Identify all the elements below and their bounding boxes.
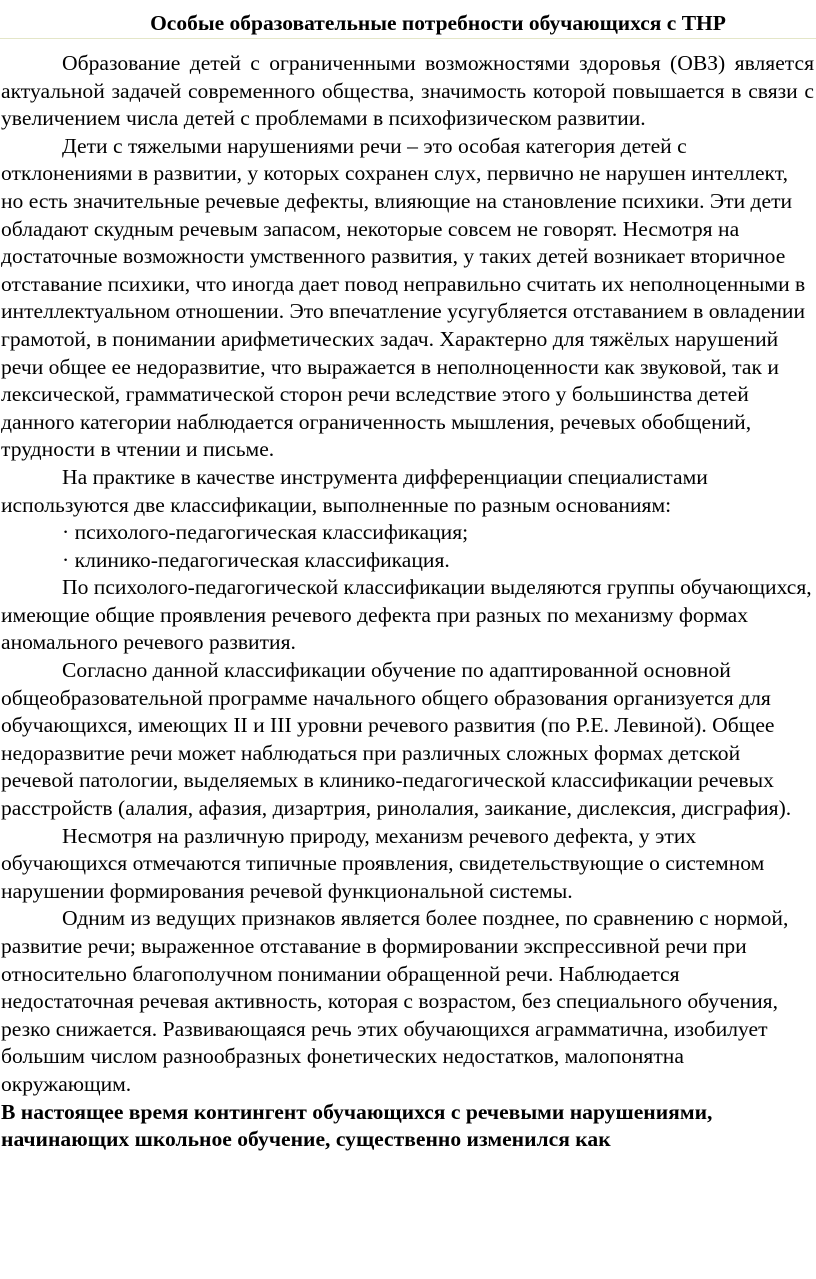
document-body: [1, 50, 814, 1154]
list-item-clinical-ped-classification: · клинико-педагогическая классификация.: [62, 547, 450, 572]
title-divider: [0, 38, 816, 39]
paragraph-psych-ped-groups: По психолого-педагогической классификации выделяются группы обучающихся, имеющие общие проявления речевого дефекта при разных по механизму формах аномального речевого развития.: [1, 575, 812, 655]
paragraph-program-levels: Согласно данной классификации обучение по адаптированной основной общеобразовательной программе начального общего образования организуется для обучающихся, имеющих II и III уровни речевого развития (по Р.Е. Левиной). Общее недоразвитие речи может наблюдаться при различных сложных формах детской речевой патологии, выделяемых в клинико-педагогической классификации речевых расстройств (алалия, афазия, дизартрия, ринолалия, заикание, дислексия, дисграфия).: [1, 658, 792, 821]
paragraph-classifications-intro: На практике в качестве инструмента дифференциации специалистами используются две классификации, выполненные по разным основаниям:: [1, 464, 708, 517]
paragraph-leading-signs: Одним из ведущих признаков является более позднее, по сравнению с нормой, развитие речи; выраженное отставание в формировании экспрессивной речи при относительно благополучном понимании обращенной речи. Наблюдается недостаточная речевая активность, которая с возрастом, без специального обучения, резко снижается. Развивающаяся речь этих обучающихся аграмматична, изобилует большим числом разнообразных фонетических недостатков, малопонятна окружающим.: [1, 906, 789, 1096]
list-item-psych-ped-classification: · психолого-педагогическая классификация;: [62, 520, 469, 545]
document-title: Особые образовательные потребности обучающихся с ТНР: [150, 11, 726, 35]
paragraph-ovz-education: Образование детей с ограниченными возможностями здоровья (ОВЗ) является актуальной задачей современного общества, значимость которой повышается в связи с увеличением числа детей с проблемами в психофизическом развитии.: [1, 51, 814, 131]
paragraph-typical-manifestations: Несмотря на различную природу, механизм речевого дефекта, у этих обучающихся отмечаются типичные проявления, свидетельствующие о системном нарушении формирования речевой функциональной системы.: [1, 823, 765, 903]
paragraph-tnr-children: Дети с тяжелыми нарушениями речи – это особая категория детей с отклонениями в развитии, у которых сохранен слух, первично не нарушен интеллект, но есть значительные речевые дефекты, влияющие на становление психики. Эти дети обладают скудным речевым запасом, некоторые совсем не говорят. Несмотря на достаточные возможности умственного развития, у таких детей возникает вторичное отставание психики, что иногда дает повод неправильно считать их неполноценными в интеллектуальном отношении. Это впечатление усугубляется отставанием в овладении грамотой, в понимании арифметических задач. Характерно для тяжёлых нарушений речи общее ее недоразвитие, что выражается в неполноценности как звуковой, так и лексической, грамматической сторон речи вследствие этого у большинства детей данного категории наблюдается ограниченность мышления, речевых обобщений, трудности в чтении и письме.: [1, 133, 806, 462]
paragraph-contingent: В настоящее время контингент обучающихся с речевыми нарушениями, начинающих школьное обучение, существенно изменился как: [1, 1099, 713, 1152]
